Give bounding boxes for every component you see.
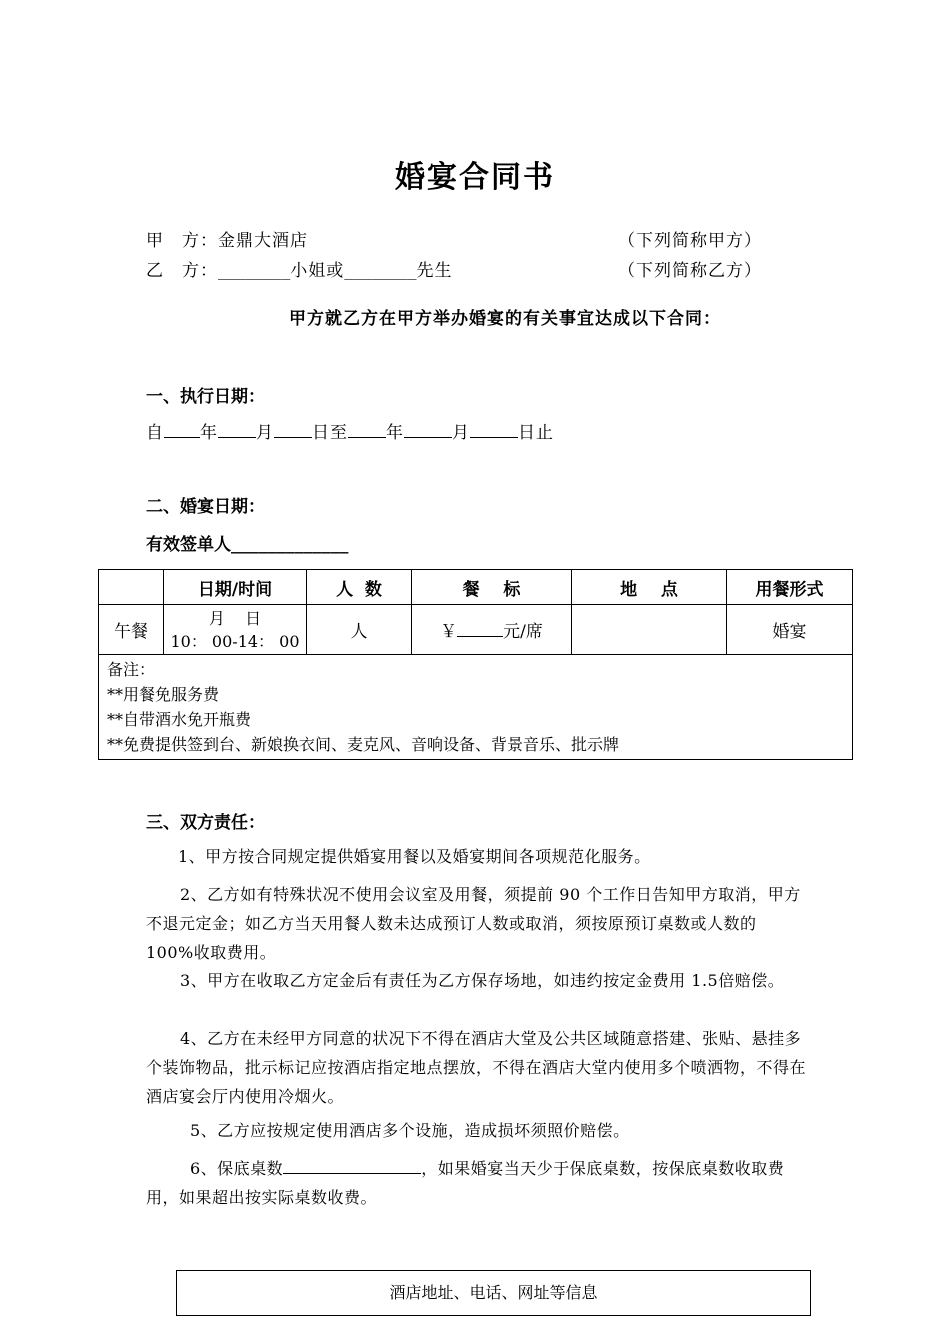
- party-a-note: （下列简称甲方）: [618, 231, 762, 251]
- party-a-line: [146, 226, 308, 251]
- date-from: 自: [146, 423, 164, 443]
- datetime-cell: [164, 605, 307, 655]
- date-to: 日至: [312, 423, 348, 443]
- signer-blank[interactable]: _____________: [231, 536, 349, 554]
- section1-heading: 一、执行日期：: [146, 387, 265, 407]
- start-year-blank[interactable]: [164, 421, 200, 438]
- form-cell: 婚宴: [727, 605, 853, 655]
- date-year: 年: [200, 423, 218, 443]
- party-b-miss: 小姐或: [290, 261, 345, 281]
- people-cell: 人: [307, 605, 412, 655]
- note-item: **自带酒水免开瓶费: [107, 710, 252, 729]
- notes-row: [99, 655, 853, 760]
- min-tables-blank[interactable]: [283, 1157, 421, 1174]
- notes-heading: 备注：: [107, 660, 156, 679]
- duty-item-3: 3、甲方在收取乙方定金后有责任为乙方保存场地，如违约按定金费用 1.5倍赔偿。: [180, 971, 785, 990]
- party-a-label: 甲 方：: [146, 231, 218, 251]
- price-blank[interactable]: [457, 620, 503, 637]
- section2-heading: 二、婚宴日期：: [146, 497, 265, 517]
- contract-intro: 甲方就乙方在甲方举办婚宴的有关事宜达成以下合同：: [289, 309, 721, 329]
- party-b-line: [146, 256, 453, 281]
- start-day-blank[interactable]: [274, 421, 312, 438]
- signer-label: 有效签单人: [146, 535, 231, 555]
- party-b-label: 乙 方：: [146, 261, 218, 281]
- header-cell-price: 餐 标: [412, 570, 572, 605]
- end-year-blank[interactable]: [348, 421, 386, 438]
- page-title: 婚宴合同书: [395, 160, 555, 195]
- party-b-mr: 先生: [416, 261, 453, 281]
- date-text: 月 日: [208, 608, 262, 628]
- notes-cell: [99, 655, 853, 760]
- header-cell-people: 人 数: [307, 570, 412, 605]
- date-year2: 年: [386, 423, 404, 443]
- header-cell-form: 用餐形式: [727, 570, 853, 605]
- duty-item-4: 4、乙方在未经甲方同意的状况下不得在酒店大堂及公共区域随意搭建、张贴、悬挂多个装饰物品，批示标记应按酒店指定地点摆放，不得在酒店大堂内使用多个喷洒物，不得在酒店宴会厅内使用冷烟火。: [146, 1029, 807, 1106]
- meal-cell: 午餐: [99, 605, 164, 655]
- date-month2: 月: [452, 423, 470, 443]
- header-cell-location: 地 点: [572, 570, 727, 605]
- start-month-blank[interactable]: [218, 421, 256, 438]
- section3-heading: [146, 808, 265, 833]
- time-text: 10： 00-14： 00: [170, 631, 300, 651]
- duty-item-1: 1、甲方按合同规定提供婚宴用餐以及婚宴期间各项规范化服务。: [178, 847, 651, 866]
- duty-item-5: 5、乙方应按规定使用酒店多个设施，造成损坏须照价赔偿。: [190, 1121, 630, 1140]
- table-row: [99, 605, 853, 655]
- end-day-blank[interactable]: [470, 421, 518, 438]
- currency-symbol: ￥: [440, 622, 458, 642]
- duty-item-2: 2、乙方如有特殊状况不使用会议室及用餐，须提前 90 个工作日告知甲方取消，甲方不退元定金；如乙方当天用餐人数未达成预订人数或取消，须按原预订桌数或人数的 100%收取费用。: [146, 885, 801, 962]
- party-b-note: （下列简称乙方）: [618, 261, 762, 281]
- header-cell-datetime: 日期/时间: [164, 570, 307, 605]
- price-cell: [412, 605, 572, 655]
- section3-heading-text: 三、双方责任：: [146, 813, 265, 833]
- price-unit: 元/席: [503, 622, 543, 642]
- note-item: **免费提供签到台、新娘换衣间、麦克风、音响设备、背景音乐、批示牌: [107, 735, 620, 754]
- hotel-info-footer: 酒店地址、电话、网址等信息: [176, 1270, 811, 1316]
- table-header-row: [99, 570, 853, 605]
- min-tables-text: ，如果婚宴当天少于保底桌数，按保底桌数收取费用，如果超出按实际桌数收费。: [146, 1159, 785, 1207]
- party-a-value: 金鼎大酒店: [218, 231, 308, 251]
- date-end: 日止: [518, 423, 554, 443]
- note-item: **用餐免服务费: [107, 685, 220, 704]
- header-cell-empty: [99, 570, 164, 605]
- execution-date-line: [146, 418, 554, 443]
- party-b-blank-mr[interactable]: ________: [344, 262, 417, 280]
- end-month-blank[interactable]: [404, 421, 452, 438]
- min-tables-label: 6、保底桌数: [190, 1159, 284, 1178]
- party-b-blank-miss[interactable]: ________: [218, 262, 291, 280]
- duty-item-6: [146, 1154, 810, 1212]
- location-cell[interactable]: [572, 605, 727, 655]
- signer-line: [146, 530, 348, 555]
- banquet-table: [98, 569, 853, 760]
- date-month: 月: [256, 423, 274, 443]
